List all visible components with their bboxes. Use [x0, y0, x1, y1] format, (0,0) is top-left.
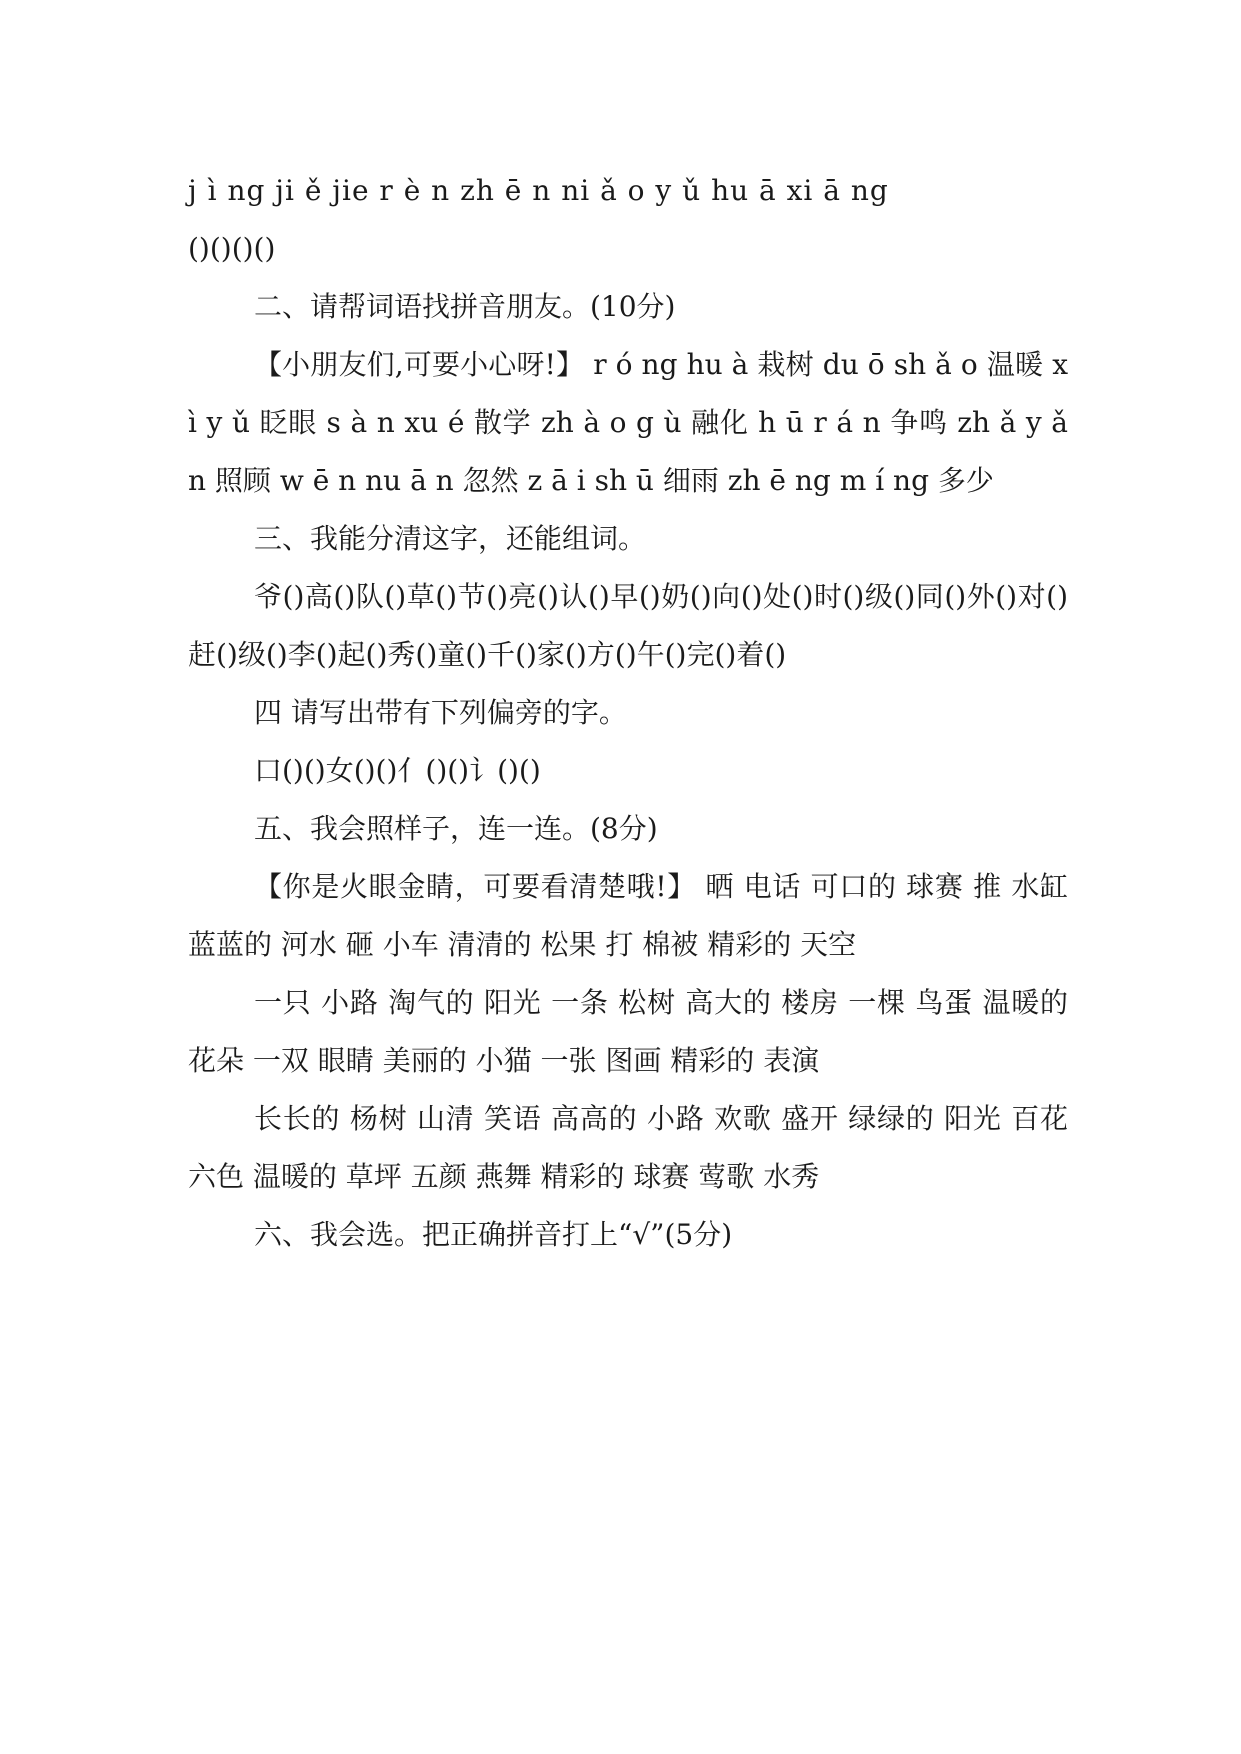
section-3-content: 爷()高()队()草()节()亮()认()早()奶()向()处()时()级()同()外()对()赶()级()李()起()秀()童()千()家()方()午()完()着() [188, 580, 1068, 671]
section-3-heading: 三、我能分清这字，还能组词。 [254, 522, 647, 555]
section-4-content: 口()()女()()亻()()讠()() [254, 754, 541, 787]
section-6-heading: 六、我会选。把正确拼音打上“√”(5分) [254, 1218, 733, 1251]
section-2-content: 【小朋友们,可要小心呀!】 r ó ng hu à 栽树 du ō sh ǎ o 温暖 x ì y ǔ 眨眼 s à n xu é 散学 zh à o g ù 融化 h ū r á n 争鸣 zh ǎ y ǎ n 照顾 w ē n nu ā n 忽然 z ā i sh ū 细雨 zh ē ng m í ng 多少 [188, 348, 1068, 497]
section-5-heading: 五、我会照样子，连一连。(8分) [254, 812, 658, 845]
pinyin-line: j ì ng ji ě jie r è n zh ē n ni ǎ o y ǔ hu ā xi ā ng [188, 174, 889, 207]
document-body [188, 162, 1068, 1264]
section-5-content-2: 一只 小路 淘气的 阳光 一条 松树 高大的 楼房 一棵 鸟蛋 温暖的 花朵 一双 眼睛 美丽的 小猫 一张 图画 精彩的 表演 [188, 986, 1068, 1077]
section-5-content-1: 【你是火眼金睛，可要看清楚哦!】 晒 电话 可口的 球赛 推 水缸 蓝蓝的 河水 砸 小车 清清的 松果 打 棉被 精彩的 天空 [188, 870, 1068, 961]
section-4-heading: 四 请写出带有下列偏旁的字。 [254, 696, 627, 729]
section-2-heading: 二、请帮词语找拼音朋友。(10分) [254, 290, 676, 323]
answer-blanks-line: ()()()() [188, 232, 276, 265]
section-5-content-3: 长长的 杨树 山清 笑语 高高的 小路 欢歌 盛开 绿绿的 阳光 百花 六色 温暖的 草坪 五颜 燕舞 精彩的 球赛 莺歌 水秀 [188, 1102, 1068, 1193]
